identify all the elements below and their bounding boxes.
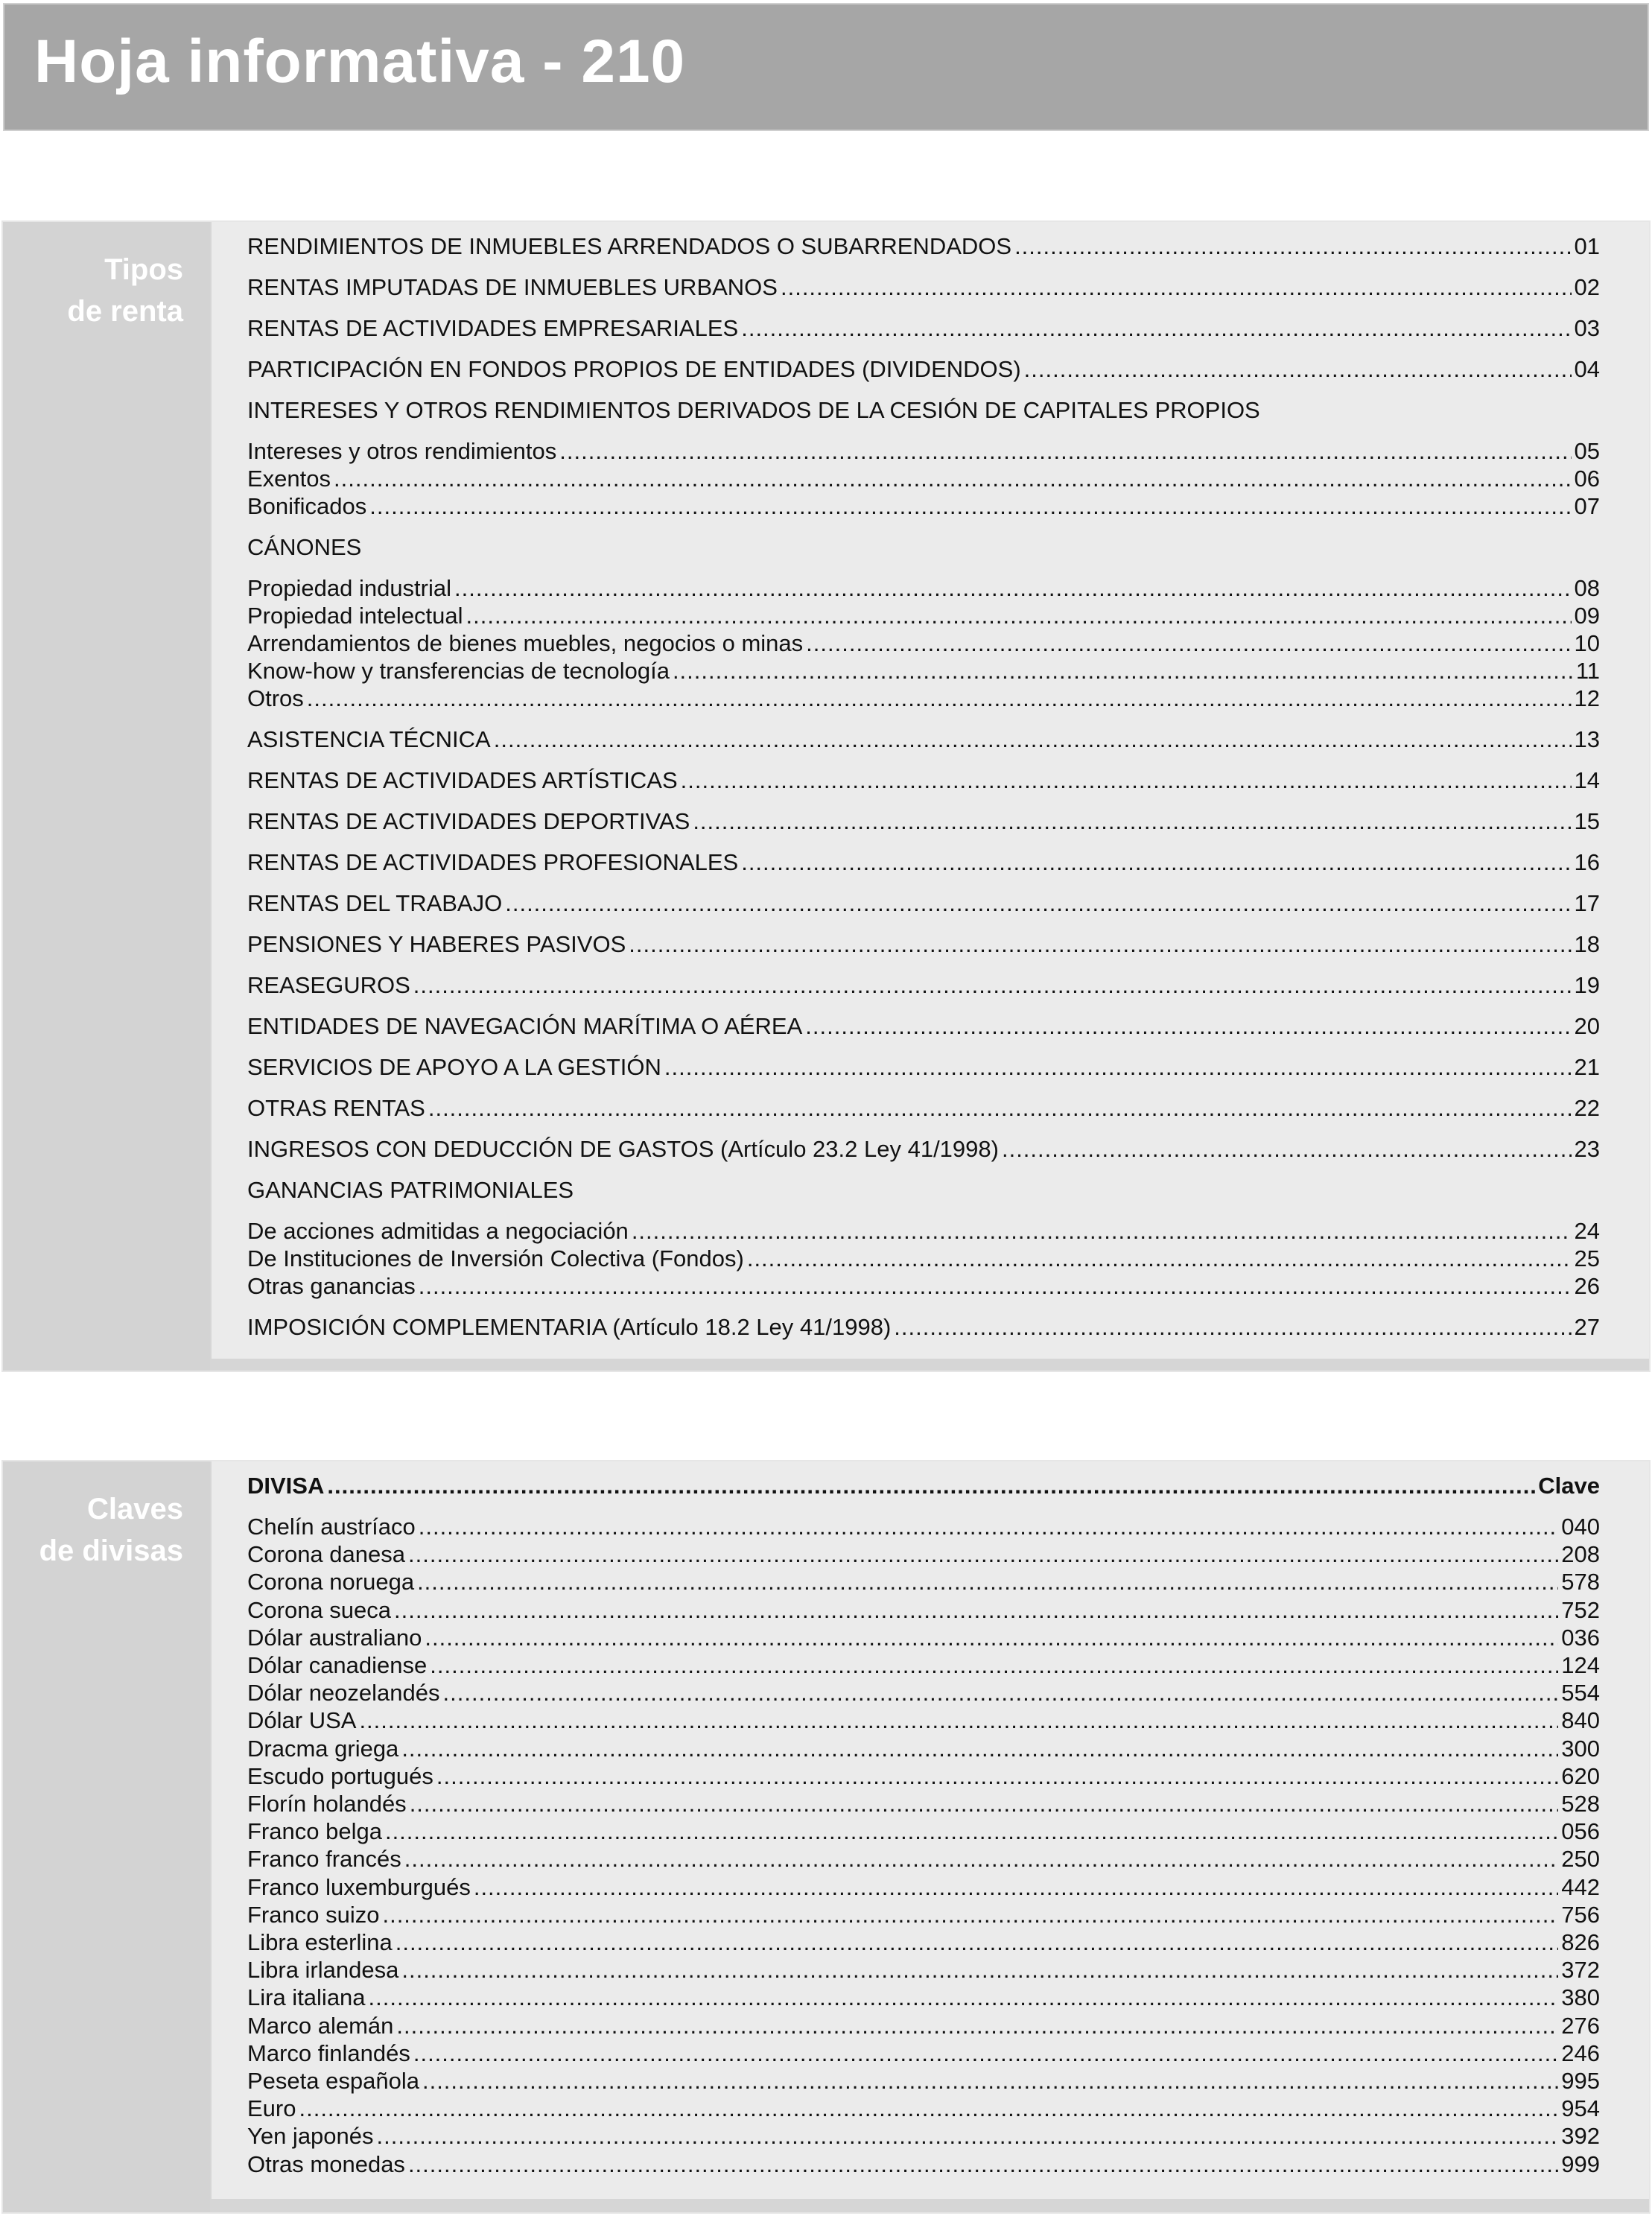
item-label: REASEGUROS: [247, 972, 410, 998]
item-code: 25: [1574, 1245, 1600, 1271]
income-types-sidebar: [3, 222, 210, 1371]
list-item: [247, 889, 1600, 918]
list-item: [247, 1053, 1600, 1082]
item-label: Marco alemán: [247, 2013, 394, 2039]
item-label: Corona noruega: [247, 1569, 415, 1595]
list-item: [247, 2150, 1600, 2179]
list-item: [247, 726, 1600, 754]
item-label: Franco belga: [247, 1818, 382, 1844]
item-label: Euro: [247, 2095, 296, 2121]
dot-leader: [494, 726, 1572, 754]
dot-leader: [307, 685, 1572, 713]
item-label: ASISTENCIA TÉCNICA: [247, 726, 491, 752]
list-item: [247, 971, 1600, 1000]
dot-leader: [664, 1053, 1572, 1082]
list-item: [247, 1735, 1600, 1763]
list-item: [247, 1135, 1600, 1163]
item-label: Otras monedas: [247, 2151, 405, 2177]
income-types-list: [247, 222, 1600, 1359]
dot-leader: [422, 2067, 1558, 2095]
dot-leader: [404, 1845, 1559, 1873]
dot-leader: [413, 2039, 1558, 2068]
item-code: 21: [1574, 1054, 1600, 1080]
item-code: 954: [1561, 2095, 1600, 2121]
list-item: [247, 355, 1600, 384]
item-label: Dólar neozelandés: [247, 1680, 440, 1706]
item-code: 528: [1561, 1791, 1600, 1817]
item-code: 16: [1574, 849, 1600, 875]
income-types-section: [1, 220, 1651, 1372]
currency-codes-label: Claves de divisas: [39, 1493, 183, 1567]
item-code: 300: [1561, 1736, 1600, 1762]
dot-leader: [396, 2012, 1558, 2040]
dot-leader: [781, 273, 1572, 302]
dot-leader: [466, 602, 1572, 630]
dot-leader: [1024, 355, 1572, 384]
item-code: 840: [1561, 1707, 1600, 1733]
list-item: [247, 629, 1600, 658]
item-code: 22: [1574, 1095, 1600, 1121]
list-item: [247, 2122, 1600, 2150]
item-code: 124: [1561, 1652, 1600, 1678]
list-item: [247, 1845, 1600, 1873]
dot-leader: [436, 1762, 1558, 1791]
item-code: 392: [1561, 2123, 1600, 2149]
list-item: [247, 1012, 1600, 1041]
item-code: 26: [1574, 1273, 1600, 1299]
item-label: Arrendamientos de bienes muebles, negocios o minas: [247, 630, 804, 656]
dot-leader: [805, 1012, 1571, 1041]
item-label: De Instituciones de Inversión Colectiva (Fondos): [247, 1245, 744, 1271]
list-item: [247, 1762, 1600, 1791]
item-code: 17: [1574, 890, 1600, 916]
item-label: Intereses y otros rendimientos: [247, 438, 557, 464]
list-subheading: INTERESES Y OTROS RENDIMIENTOS DERIVADOS DE LA CESIÓN DE CAPITALES PROPIOS: [247, 397, 1260, 423]
item-label: Marco finlandés: [247, 2040, 410, 2066]
dot-leader: [673, 657, 1573, 685]
dot-leader: [894, 1313, 1571, 1342]
item-code: 056: [1561, 1818, 1600, 1844]
item-code: 208: [1561, 1541, 1600, 1567]
item-code: 036: [1561, 1625, 1600, 1651]
list-item: [247, 848, 1600, 877]
list-item: [247, 1272, 1600, 1301]
dot-leader: [382, 1901, 1558, 1929]
item-code: 276: [1561, 2013, 1600, 2039]
dot-leader: [474, 1873, 1558, 1902]
item-code: 620: [1561, 1763, 1600, 1789]
list-item: [247, 1901, 1600, 1929]
currency-codes-list: [247, 1461, 1600, 2199]
dot-leader: [419, 1272, 1572, 1301]
dot-leader: [359, 1707, 1558, 1735]
item-label: ENTIDADES DE NAVEGACIÓN MARÍTIMA O AÉREA: [247, 1013, 803, 1039]
list-item: [247, 1624, 1600, 1652]
dot-leader: [632, 1217, 1572, 1245]
dot-leader: [505, 889, 1571, 918]
list-item: [247, 1873, 1600, 1902]
item-label: RENDIMIENTOS DE INMUEBLES ARRENDADOS O SUBARRENDADOS: [247, 233, 1012, 259]
item-label: Know-how y transferencias de tecnología: [247, 658, 670, 684]
list-item: [247, 465, 1600, 493]
list-item: [247, 273, 1600, 302]
list-item: [247, 2012, 1600, 2040]
list-item: [247, 1568, 1600, 1596]
list-item: [247, 1094, 1600, 1123]
item-label: RENTAS DE ACTIVIDADES PROFESIONALES: [247, 849, 739, 875]
item-code: 27: [1574, 1314, 1600, 1340]
dot-leader: [369, 492, 1571, 521]
currency-codes-content: [212, 1461, 1649, 2199]
item-label: Otras ganancias: [247, 1273, 416, 1299]
item-label: Corona danesa: [247, 1541, 405, 1567]
item-label: Propiedad industrial: [247, 575, 452, 601]
dot-leader: [395, 1928, 1559, 1957]
list-item: [247, 685, 1600, 713]
item-code: 13: [1574, 726, 1600, 752]
dot-leader: [369, 1984, 1559, 2012]
item-label: Libra irlandesa: [247, 1957, 399, 1983]
item-code: 578: [1561, 1569, 1600, 1595]
item-code: 372: [1561, 1957, 1600, 1983]
item-label: De acciones admitidas a negociación: [247, 1218, 629, 1244]
list-item: [247, 1790, 1600, 1818]
dot-leader: [425, 1624, 1558, 1652]
item-code: 06: [1574, 466, 1600, 492]
item-code: 995: [1561, 2068, 1600, 2094]
list-subheading: CÁNONES: [247, 534, 362, 560]
list-item: [247, 1217, 1600, 1245]
item-code: 756: [1561, 1902, 1600, 1928]
list-item: [247, 1245, 1600, 1273]
list-item: [247, 1679, 1600, 1707]
item-code: 23: [1574, 1136, 1600, 1162]
item-label: Dólar canadiense: [247, 1652, 428, 1678]
item-code: 20: [1574, 1013, 1600, 1039]
item-label: Dracma griega: [247, 1736, 399, 1762]
dot-leader: [408, 2150, 1558, 2179]
item-code: 12: [1574, 685, 1600, 711]
dot-leader: [410, 1790, 1559, 1818]
income-types-content: [212, 222, 1649, 1359]
item-code: 01: [1574, 233, 1600, 259]
item-code: 752: [1561, 1597, 1600, 1623]
item-code: Clave: [1538, 1473, 1600, 1499]
dot-leader: [1014, 232, 1571, 261]
item-label: Chelín austríaco: [247, 1514, 416, 1540]
item-label: RENTAS IMPUTADAS DE INMUEBLES URBANOS: [247, 274, 778, 300]
income-types-label: Tipos de renta: [67, 253, 183, 328]
list-item: [247, 492, 1600, 521]
dot-leader: [408, 1540, 1558, 1569]
item-code: 826: [1561, 1929, 1600, 1955]
list-item: [247, 657, 1600, 685]
dot-leader: [428, 1094, 1572, 1123]
dot-leader: [454, 574, 1572, 603]
item-code: 04: [1574, 356, 1600, 382]
dot-leader: [741, 314, 1571, 343]
item-code: 03: [1574, 315, 1600, 341]
item-label: SERVICIOS DE APOYO A LA GESTIÓN: [247, 1054, 661, 1080]
item-code: 554: [1561, 1680, 1600, 1706]
item-label: Propiedad intelectual: [247, 603, 463, 629]
item-label: Franco luxemburgués: [247, 1874, 471, 1900]
currency-table-header: [247, 1472, 1600, 1500]
item-label: PARTICIPACIÓN EN FONDOS PROPIOS DE ENTIDADES (DIVIDENDOS): [247, 356, 1021, 382]
item-code: 442: [1561, 1874, 1600, 1900]
item-label: RENTAS DEL TRABAJO: [247, 890, 503, 916]
item-label: RENTAS DE ACTIVIDADES ARTÍSTICAS: [247, 767, 678, 793]
dot-leader: [377, 2122, 1559, 2150]
list-item: [247, 1540, 1600, 1569]
item-label: RENTAS DE ACTIVIDADES DEPORTIVAS: [247, 808, 690, 834]
dot-leader: [413, 971, 1572, 1000]
item-label: Exentos: [247, 466, 331, 492]
list-item: [247, 1956, 1600, 1984]
list-item: [247, 232, 1600, 261]
item-label: Franco suizo: [247, 1902, 380, 1928]
item-label: Franco francés: [247, 1846, 401, 1872]
list-item: [247, 930, 1600, 959]
item-label: RENTAS DE ACTIVIDADES EMPRESARIALES: [247, 315, 739, 341]
dot-leader: [629, 930, 1571, 959]
list-item: [247, 766, 1600, 795]
list-item: [247, 1984, 1600, 2012]
item-label: IMPOSICIÓN COMPLEMENTARIA (Artículo 18.2 Ley 41/1998): [247, 1314, 892, 1340]
list-item: [247, 1513, 1600, 1541]
item-code: 380: [1561, 1984, 1600, 2010]
item-label: Dólar USA: [247, 1707, 357, 1733]
dot-leader: [334, 465, 1572, 493]
list-item: [247, 1817, 1600, 1846]
list-item: [247, 574, 1600, 603]
item-code: 02: [1574, 274, 1600, 300]
dot-leader: [385, 1817, 1558, 1846]
dot-leader: [394, 1596, 1558, 1625]
item-label: Peseta española: [247, 2068, 419, 2094]
dot-leader: [417, 1568, 1558, 1596]
dot-leader: [443, 1679, 1559, 1707]
item-label: Florín holandés: [247, 1791, 407, 1817]
item-code: 19: [1574, 972, 1600, 998]
list-item: [247, 1928, 1600, 1957]
item-label: Otros: [247, 685, 304, 711]
item-code: 11: [1575, 658, 1600, 684]
list-item: [247, 2095, 1600, 2123]
item-label: Corona sueca: [247, 1597, 392, 1623]
list-item: [247, 1707, 1600, 1735]
dot-leader: [693, 807, 1571, 836]
dot-leader: [419, 1513, 1559, 1541]
item-label: DIVISA: [247, 1473, 325, 1499]
item-label: OTRAS RENTAS: [247, 1095, 425, 1121]
dot-leader: [327, 1472, 1535, 1500]
dot-leader: [401, 1735, 1558, 1763]
item-code: 10: [1574, 630, 1600, 656]
item-code: 09: [1574, 603, 1600, 629]
list-item: [247, 2039, 1600, 2068]
dot-leader: [1002, 1135, 1572, 1163]
item-label: Libra esterlina: [247, 1929, 393, 1955]
dot-leader: [741, 848, 1571, 877]
currency-codes-sidebar: [3, 1461, 210, 2212]
item-code: 250: [1561, 1846, 1600, 1872]
list-item: [247, 807, 1600, 836]
list-item: [247, 602, 1600, 630]
list-item: [247, 437, 1600, 466]
dot-leader: [681, 766, 1572, 795]
dot-leader: [401, 1956, 1558, 1984]
dot-leader: [430, 1651, 1558, 1680]
page-title: Hoja informativa - 210: [34, 28, 686, 95]
item-code: 24: [1574, 1218, 1600, 1244]
list-item: [247, 1596, 1600, 1625]
item-label: Dólar australiano: [247, 1625, 422, 1651]
list-item: [247, 1651, 1600, 1680]
item-label: PENSIONES Y HABERES PASIVOS: [247, 931, 626, 957]
item-code: 040: [1561, 1514, 1600, 1540]
page-header: [3, 3, 1649, 131]
item-code: 18: [1574, 931, 1600, 957]
dot-leader: [299, 2095, 1558, 2123]
item-label: Bonificados: [247, 493, 367, 519]
item-code: 07: [1574, 493, 1600, 519]
list-item: [247, 1313, 1600, 1342]
item-code: 999: [1561, 2151, 1600, 2177]
item-code: 15: [1574, 808, 1600, 834]
currency-codes-section: [1, 1460, 1651, 2214]
dot-leader: [806, 629, 1571, 658]
item-code: 14: [1574, 767, 1600, 793]
item-label: Yen japonés: [247, 2123, 374, 2149]
item-code: 246: [1561, 2040, 1600, 2066]
item-label: INGRESOS CON DEDUCCIÓN DE GASTOS (Artículo 23.2 Ley 41/1998): [247, 1136, 999, 1162]
item-code: 08: [1574, 575, 1600, 601]
dot-leader: [559, 437, 1571, 466]
list-item: [247, 2067, 1600, 2095]
dot-leader: [747, 1245, 1572, 1273]
item-label: Lira italiana: [247, 1984, 366, 2010]
list-item: [247, 314, 1600, 343]
item-code: 05: [1574, 438, 1600, 464]
list-subheading: GANANCIAS PATRIMONIALES: [247, 1177, 574, 1203]
item-label: Escudo portugués: [247, 1763, 433, 1789]
